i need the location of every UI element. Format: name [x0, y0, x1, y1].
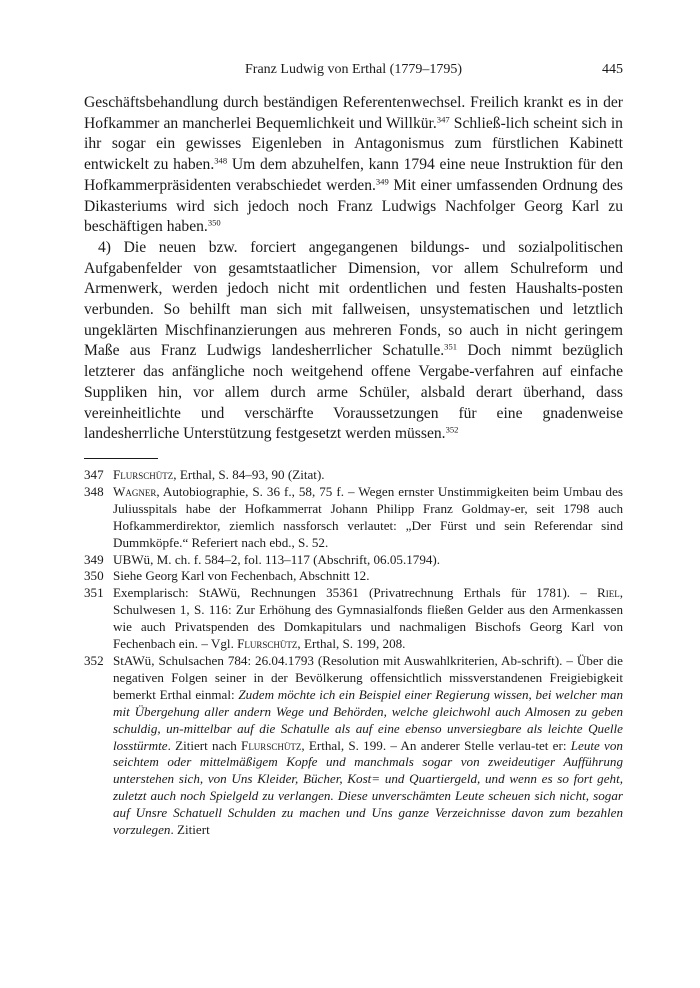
footnote-ref: 352 [445, 424, 459, 435]
text-run: Mit einer umfassenden Ordnung des Dikasteriums wird sich jedoch noch Franz Ludwigs Nachfolger Georg Karl zu beschäftigen haben. [84, 176, 623, 236]
quotation: Leute von seichtem oder mittelmäßigem Kopfe und manchmals sogar von zweideutiger Aufführung unterstehen sich, von Uns Kleider, Bücher, Kost= und Quartiergeld, und wenn es so fort geht, zuletzt auch noch Spielgeld zu verlangen. Diese unverschämten Leute scheuen sich nicht, sogar auf Unsre Schatuell Schulden zu machen und Uns ganze Verzeichnisse davon zum bezahlen vorzulegen [113, 737, 623, 838]
text-run: 4) Die neuen bzw. forciert angegangenen bildungs- und sozialpolitischen Aufgabenfelder von gesamtstaatlicher Dimension, vor allem Schulreform und Armenwerk, werden jedoch nicht mit ordentlichen und festen Haushalts-posten verbunden. So behilft man sich mit fallweisen, unsystematischen und letztlich ungeklärten Mischfinanzierungen aus mehreren Fonds, so auch in nicht geringem Maße aus Franz Ludwigs landesherrlicher Schatulle. [84, 238, 623, 360]
footnote-number: 351 [84, 585, 104, 601]
footnote-separator [84, 458, 158, 459]
footnote-number: 349 [84, 551, 104, 567]
footnote-ref: 347 [436, 114, 450, 125]
footnote-ref: 349 [375, 176, 389, 187]
footnote-ref: 350 [207, 217, 221, 228]
footnotes [84, 467, 623, 839]
author-name: Wagner [113, 483, 157, 499]
footnote-text: , Autobiographie, S. 36 f., 58, 75 f. – Wegen ernster Unstimmigkeiten beim Umbau des Juliusspitals habe der Hofkammerrat Johann Philipp Franz Goldmay-er, seit 1798 auch Hofkammerdirektor, ziemlich nassforsch verlautet: „Der Fürst und sein Referendar sind Dummköpfe.“ Referiert nach ebd., S. 52. [113, 483, 623, 550]
paragraph [84, 93, 623, 238]
footnote-text: , Erthal, S. 84–93, 90 (Zitat). [173, 467, 325, 482]
author-name: Riel [596, 585, 620, 601]
text-run: Geschäftsbehandlung durch beständigen Referentenwechsel. Freilich krankt es in der Hofkammer an mancherlei Bequemlichkeit und Willkür. [84, 94, 623, 132]
footnote-352 [84, 653, 623, 839]
footnote-text: , Erthal, S. 199, 208. [297, 636, 406, 652]
footnote-348 [84, 484, 623, 552]
footnote-text: Siehe Georg Karl von Fechenbach, Abschnitt 12. [113, 568, 370, 584]
paragraph [84, 238, 623, 445]
footnote-number: 352 [84, 652, 104, 668]
footnote-number: 350 [84, 568, 104, 584]
footnote-ref: 348 [214, 155, 228, 166]
footnote-349 [84, 552, 623, 569]
main-text [84, 93, 623, 445]
footnote-text: , Schulwesen 1, S. 116: Zur Erhöhung des Gymnasialfonds fließen Gelder aus den Armenkassen wie auch Privatspenden des Domkapitulars und nachmaligen Bischofs Georg Karl von Fechenbach ein. – Vgl. [113, 585, 623, 652]
author-name: Flurschütz [241, 737, 302, 753]
page-number: 445 [602, 62, 623, 77]
text-run: Doch nimmt bezüglich letzterer das anfängliche noch weitgehend offene Vergabe-verfahren auf einfache Suppliken hin, vor allem durch arme Schüler, alsbald derart überhand, dass vereinheitlichte und verschärfte Voraussetzungen für eine gnadenweise landesherrliche Unterstützung festgesetzt werden müssen. [84, 342, 623, 443]
footnote-351 [84, 585, 623, 653]
footnote-text: UBWü, M. ch. f. 584–2, fol. 113–117 (Abschrift, 06.05.1794). [113, 551, 441, 567]
quotation: Zudem möchte ich ein Beispiel einer Regierung wissen, bei welcher man mit Übergehung aller andern Wege und Behörden, welche gleichwohl auch Almosen zu geben schuldig, un-mittelbar auf die Schatulle als auf eine ebenso unversiegbare als leichte Quelle losstürmte [113, 686, 623, 753]
footnote-number: 348 [84, 483, 104, 499]
footnote-ref: 351 [444, 341, 458, 352]
running-title: Franz Ludwig von Erthal (1779–1795) [245, 62, 462, 77]
author-name: Flurschütz [113, 467, 174, 482]
footnote-text: , Erthal, S. 199. – An anderer Stelle verlau-tet er: [301, 737, 571, 753]
footnote-text: StAWü, Schulsachen 784: 26.04.1793 (Resolution mit Auswahlkriterien, Ab-schrift). – Über die negativen Folgen seiner in der Bevölkerung offensichtlich missverstandenen Freigiebigkeit bemerkt Erthal einmal: [113, 652, 623, 702]
running-header [84, 62, 623, 82]
author-name: Flurschütz [237, 636, 298, 652]
footnote-350 [84, 568, 623, 585]
footnote-text: Exemplarisch: StAWü, Rechnungen 35361 (Privatrechnung Erthals für 1781). – [113, 585, 597, 601]
text-run: Schließ-lich scheint sich in ihr sogar ein gewisses Eigenleben in Antagonismus zum fürstlichen Kabinett entwickelt zu haben. [84, 114, 623, 174]
footnote-text: . Zitiert [170, 822, 210, 838]
footnote-347 [84, 467, 623, 484]
footnote-text: . Zitiert nach [167, 737, 242, 753]
footnote-number: 347 [84, 467, 104, 482]
text-run: Um dem abzuhelfen, kann 1794 eine neue Instruktion für den Hofkammerpräsidenten verabschiedet werden. [84, 156, 623, 194]
